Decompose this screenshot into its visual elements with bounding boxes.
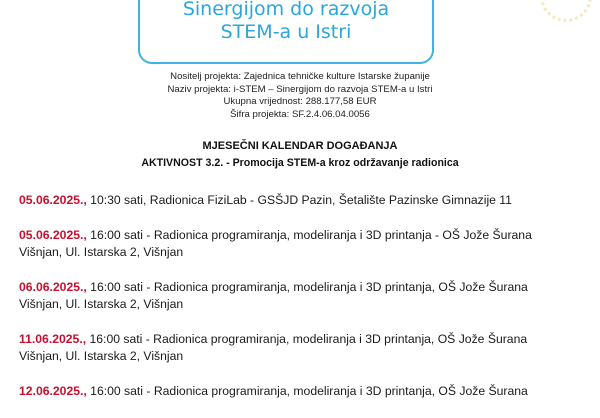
event-location: Višnjan, Ul. Istarska 2, Višnjan — [19, 349, 184, 363]
project-name: Naziv projekta: i-STEM – Sinergijom do razvoja STEM-a u Istri — [167, 83, 433, 95]
event-item — [19, 227, 594, 261]
event-date: 11.06.2025., — [19, 332, 87, 346]
project-info — [0, 71, 600, 121]
banner-title-line2: STEM-a u Istri — [220, 21, 352, 43]
project-banner — [138, 0, 434, 64]
event-list — [19, 192, 594, 418]
event-details: 16:00 sati - Radionica programiranja, modeliranja i 3D printanja, OŠ Jože Šurana — [86, 280, 528, 294]
gear-icon — [540, 0, 592, 22]
event-date: 06.06.2025., — [19, 280, 87, 294]
event-location: Višnjan, Ul. Istarska 2, Višnjan — [19, 297, 184, 311]
calendar-subtitle: AKTIVNOST 3.2. - Promocija STEM-a kroz održavanje radionica — [141, 157, 459, 169]
event-date: 05.06.2025., — [19, 228, 87, 242]
event-details: 10:30 sati, Radionica FiziLab - GSŠJD Pazin, Šetalište Pazinske Gimnazije 11 — [86, 193, 512, 207]
event-details: 16:00 sati - Radionica programiranja, modeliranja i 3D printanja - OŠ Jože Šurana — [86, 228, 532, 242]
event-item — [19, 331, 594, 365]
calendar-title: MJESEČNI KALENDAR DOGAĐANJA — [202, 140, 398, 152]
event-details: 16:00 sati - Radionica programiranja, modeliranja i 3D printanja, OŠ Jože Šurana — [86, 384, 528, 398]
event-details: 16:00 sati - Radionica programiranja, modeliranja i 3D printanja, OŠ Jože Šurana — [86, 332, 528, 346]
project-code: Šifra projekta: SF.2.4.06.04.0056 — [230, 108, 370, 120]
event-location: Višnjan, Ul. Istarska 2, Višnjan — [19, 245, 184, 259]
event-item — [19, 279, 594, 313]
banner-title-line1: Sinergijom do razvoja — [182, 0, 390, 20]
project-value: Ukupna vrijednost: 288.177,58 EUR — [223, 96, 377, 108]
event-date: 05.06.2025., — [19, 193, 87, 207]
event-item — [19, 192, 594, 209]
project-holder: Nositelj projekta: Zajednica tehničke kulture Istarske županije — [170, 71, 430, 82]
event-date: 12.06.2025., — [19, 384, 87, 398]
event-item — [19, 383, 594, 400]
